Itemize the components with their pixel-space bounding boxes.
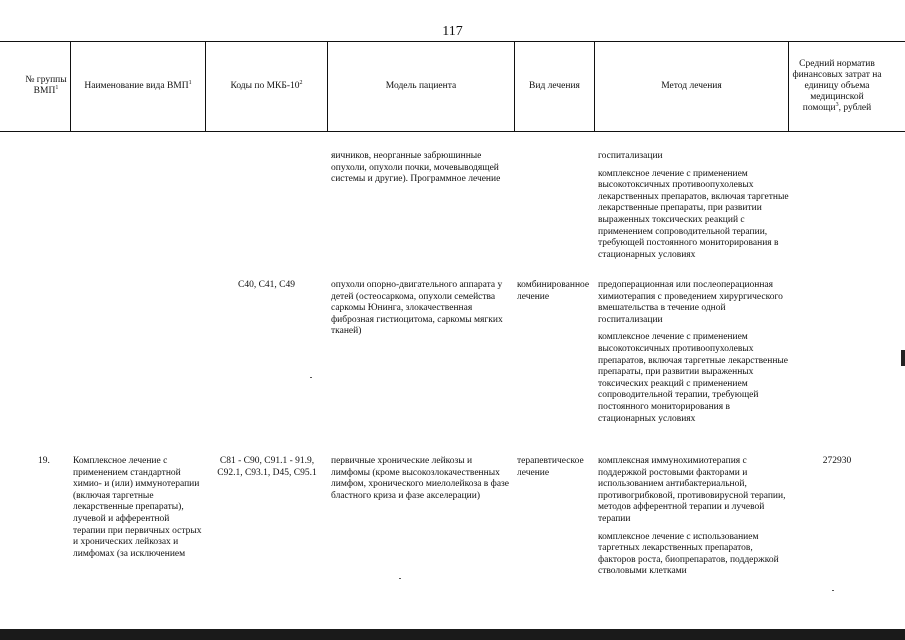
scan-speck bbox=[399, 578, 401, 579]
treatment-method-item: комплексная иммунохимиотерапия с поддержкой ростовыми факторами и использованием антибактериальной, противогрибковой, противовирусной терапии, методов афферентной терапии и лучевой терапии bbox=[598, 456, 786, 524]
scan-speck bbox=[832, 590, 834, 591]
vmp-name-cell: Комплексное лечение с применением стандартной химио- и (или) иммунотерапии (включая таргетные лекарственные препараты), лучевой и афферентной терапии при первичных острых и хронических лейкозах и лимфомах (за исключением bbox=[73, 456, 202, 559]
header-patient-model: Модель пациента bbox=[385, 80, 457, 91]
header-treatment-method: Метод лечения bbox=[661, 80, 722, 91]
patient-model-cell: опухоли опорно-двигательного аппарата у детей (остеосаркома, опухоли семейства саркомы Юнинга, злокачественная фиброзная гистиоцитома, саркомы мягких тканей) bbox=[331, 280, 503, 337]
average-cost-cell: 272930 bbox=[822, 456, 852, 466]
icd-codes-cell: C81 - C90, C91.1 - 91.9, C92.1, C93.1, D45, C95.1 bbox=[217, 456, 317, 478]
treatment-method-cell bbox=[598, 151, 790, 267]
scan-speck bbox=[310, 377, 312, 378]
header-vmp-name: Наименование вида ВМП$^1$ bbox=[84, 79, 192, 91]
treatment-method-cell bbox=[598, 456, 790, 584]
treatment-type-cell: комбинированное лечение bbox=[517, 280, 590, 302]
patient-model-cell: яичников, неорганные забрюшинные опухоли, опухоли почки, мочевыводящей системы и другие). Программное лечение bbox=[331, 151, 501, 185]
header-group-number: № группы ВМП$^1$ bbox=[25, 75, 67, 96]
group-number-cell: 19. bbox=[38, 456, 50, 466]
scan-bottom-band bbox=[0, 629, 905, 640]
treatment-method-cell bbox=[598, 280, 790, 431]
header-bottom-rule bbox=[0, 131, 905, 132]
column-divider bbox=[788, 41, 789, 131]
treatment-method-item: комплексное лечение с применением высокотоксичных противоопухолевых лекарственных препаратов, включая таргетные лекарственные препараты, при развитии выраженных токсических реакций с применением сопроводительной терапии, требующей постоянного мониторирования в стационарных условиях bbox=[598, 168, 789, 260]
icd-codes-cell: C40, C41, C49 bbox=[237, 280, 295, 290]
page-number: 117 bbox=[442, 24, 463, 39]
header-treatment-type: Вид лечения bbox=[529, 80, 580, 91]
treatment-method-item: комплексное лечение с использованием таргетных лекарственных препаратов, факторов роста, биопрепаратов, поддержкой стволовыми клетками bbox=[598, 531, 779, 577]
treatment-type-cell: терапевтическое лечение bbox=[517, 456, 584, 478]
header-average-cost: Средний норматив финансовых затрат на единицу объема медицинской помощи$^3$, рублей bbox=[792, 58, 882, 113]
treatment-method-item: предоперационная или послеоперационная химиотерапия с проведением хирургического вмешательства в течение одной госпитализации bbox=[598, 280, 783, 325]
treatment-method-item: госпитализации bbox=[598, 151, 663, 161]
header-icd-codes: Коды по МКБ-$10^2$ bbox=[230, 79, 303, 91]
scan-edge-mark bbox=[901, 350, 905, 366]
patient-model-cell: первичные хронические лейкозы и лимфомы (кроме высокозлокачественных лимфом, хронического миелолейкоза в фазе бластного криза и фазе акселерации) bbox=[331, 456, 510, 501]
treatment-method-item: комплексное лечение с применением высокотоксичных противоопухолевых препаратов, включая таргетные лекарственные препараты, при развитии выраженных токсических реакций с применением сопроводительной терапии, требующей постоянного мониторирования в стационарных условиях bbox=[598, 332, 789, 424]
table-top-rule bbox=[0, 41, 905, 42]
